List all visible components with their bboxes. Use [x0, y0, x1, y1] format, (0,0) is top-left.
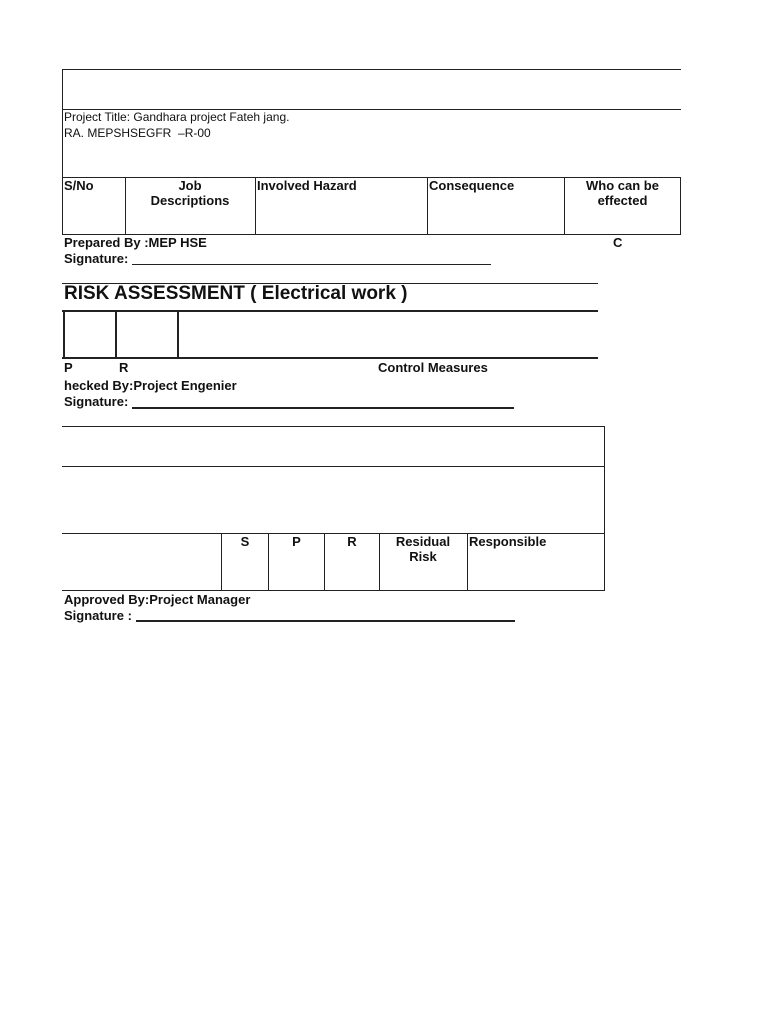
- prepared-signature-label: Signature:: [64, 251, 129, 266]
- ra-code: RA. MEPSHSEGFR –R-00: [64, 126, 211, 140]
- risk-col-divider: [177, 311, 179, 358]
- col-job-descriptions: Job Descriptions: [150, 178, 230, 208]
- left-border: [62, 69, 63, 235]
- risk-left-border: [63, 311, 65, 358]
- table3-col-divider: [379, 533, 380, 590]
- approved-by: Approved By:Project Manager: [64, 592, 251, 607]
- prepared-signature-line: [132, 264, 491, 265]
- col-sno: S/No: [64, 178, 94, 193]
- col-who-can-be-effected: Who can be effected: [586, 178, 659, 208]
- col-responsible: Responsible: [469, 534, 547, 549]
- checked-signature-label: Signature:: [64, 394, 129, 409]
- col-consequence: Consequence: [429, 178, 515, 193]
- approved-signature-label: Signature :: [64, 608, 132, 623]
- col-divider: [255, 177, 256, 234]
- col-s: S: [240, 534, 250, 549]
- project-title: Project Title: Gandhara project Fateh jang.: [64, 110, 290, 124]
- table3-right-border: [604, 426, 605, 591]
- col-r2: R: [347, 534, 357, 549]
- table3-col-divider: [467, 533, 468, 590]
- approved-signature-line: [136, 620, 515, 622]
- col-divider: [564, 177, 565, 234]
- risk-box-top: [62, 310, 598, 312]
- risk-col-divider: [115, 311, 117, 358]
- checked-by: hecked By:Project Engenier: [64, 378, 237, 393]
- col-divider: [125, 177, 126, 234]
- stray-letter: C: [613, 235, 623, 250]
- col-p2: P: [292, 534, 301, 549]
- risk-box-bottom: [62, 357, 598, 359]
- col-r: R: [119, 360, 129, 375]
- prepared-by: Prepared By :MEP HSE: [64, 235, 207, 250]
- checked-signature-line: [132, 407, 514, 409]
- col-control-measures: Control Measures: [378, 360, 488, 375]
- top-border: [62, 69, 681, 70]
- table3-top: [62, 426, 605, 427]
- table3-bottom: [62, 590, 605, 591]
- col-p: P: [64, 360, 73, 375]
- col-divider: [427, 177, 428, 234]
- col-residual-risk: Residual Risk: [395, 534, 451, 564]
- right-border: [680, 177, 681, 234]
- table3-divider: [62, 466, 605, 467]
- risk-assessment-title: RISK ASSESSMENT ( Electrical work ): [64, 283, 408, 304]
- col-involved-hazard: Involved Hazard: [257, 178, 357, 193]
